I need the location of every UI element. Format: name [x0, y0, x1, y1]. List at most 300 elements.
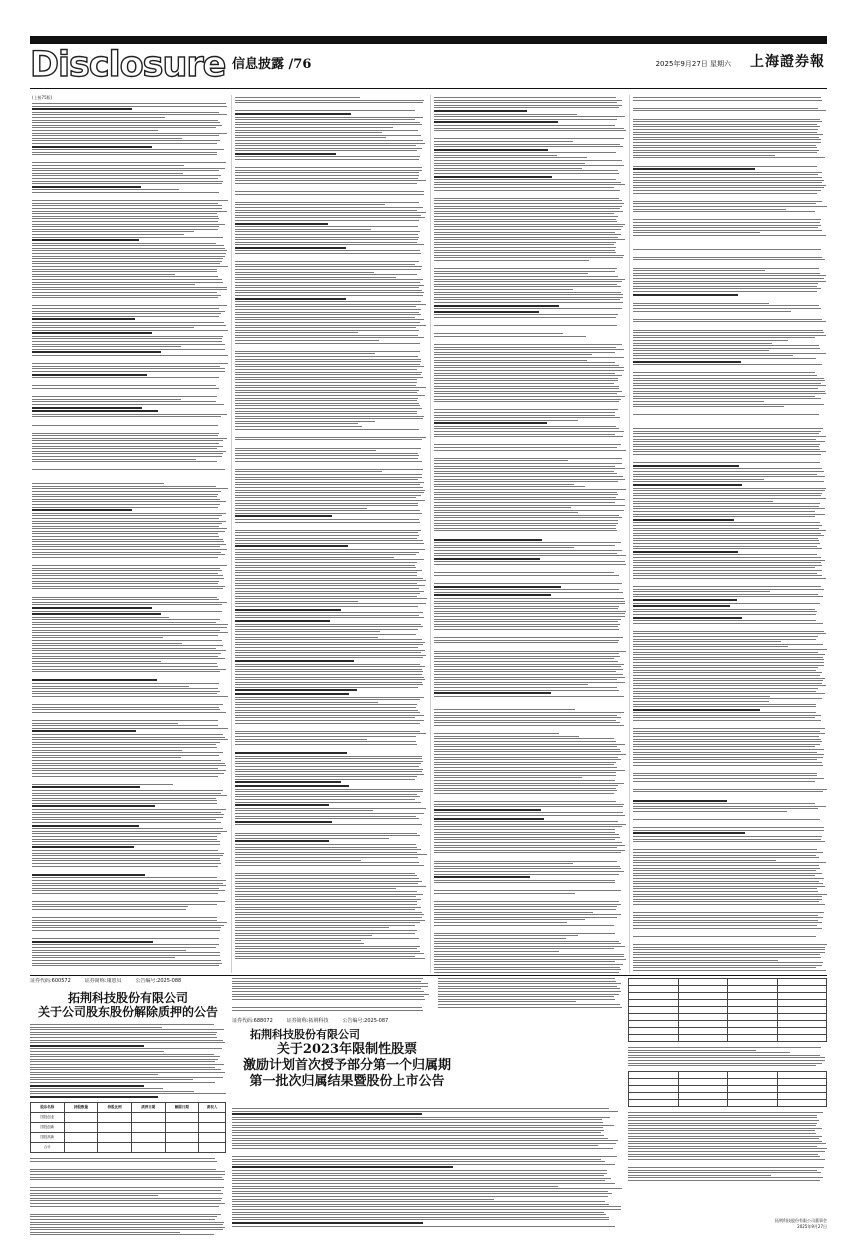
- text-line: [32, 195, 228, 199]
- text-line: [32, 138, 182, 139]
- text-line: [32, 968, 228, 972]
- text-line: [30, 1229, 223, 1230]
- text-line: [235, 431, 427, 435]
- text-line: [235, 519, 419, 520]
- text-line: [633, 813, 827, 817]
- text-line: [32, 189, 179, 190]
- text-line: [434, 141, 573, 142]
- text-line: [434, 515, 619, 516]
- text-line: [633, 580, 827, 584]
- text-line: [633, 844, 827, 848]
- table-cell: [678, 1072, 728, 1079]
- text-line: [32, 917, 217, 918]
- text-line: [633, 741, 822, 742]
- text-line: [434, 687, 617, 688]
- text-line: [30, 1024, 214, 1025]
- text-line: [434, 163, 585, 164]
- table-cell: [728, 1021, 778, 1028]
- text-line: [628, 1057, 825, 1058]
- text-line: [235, 552, 419, 553]
- text-line: [235, 292, 424, 293]
- text-block: [633, 97, 827, 973]
- text-line: [235, 398, 418, 399]
- text-line: [30, 1077, 223, 1078]
- text-line: [434, 679, 617, 680]
- text-line: [434, 386, 619, 387]
- text-column-1: [32, 95, 228, 973]
- text-line: [235, 644, 423, 645]
- text-line: [235, 769, 423, 770]
- text-line: [434, 658, 614, 659]
- text-line: [32, 728, 228, 729]
- text-line: [434, 785, 618, 786]
- text-line: [32, 453, 223, 454]
- text-line: [434, 420, 578, 421]
- text-line: [434, 273, 588, 274]
- text-line: [32, 750, 182, 751]
- text-line: [434, 839, 615, 840]
- text-line: [30, 1074, 158, 1075]
- text-line: [633, 557, 821, 558]
- text-line: [235, 901, 417, 902]
- text-line: [235, 666, 425, 667]
- text-line: [633, 457, 827, 461]
- text-line: [32, 478, 228, 482]
- text-line: [235, 256, 427, 260]
- table-cell: [728, 986, 778, 993]
- text-line: [434, 219, 616, 220]
- text-line: [633, 965, 822, 966]
- text-line: [633, 830, 824, 831]
- text-line: [633, 967, 816, 968]
- announcement-body: [232, 1108, 622, 1228]
- text-line: [633, 501, 773, 502]
- text-line: [633, 155, 775, 156]
- text-line: [628, 1123, 817, 1124]
- text-line: [633, 168, 755, 170]
- text-line: [434, 919, 585, 920]
- text-line: [235, 766, 419, 767]
- text-line: [235, 570, 422, 571]
- text-line: [32, 509, 132, 511]
- table-cell: [728, 1086, 778, 1093]
- text-line: [235, 510, 420, 511]
- text-line: [235, 596, 417, 597]
- text-line: [434, 764, 614, 765]
- text-line: [32, 416, 221, 417]
- text-line: [30, 1208, 226, 1212]
- text-line: [235, 287, 419, 288]
- text-line: [235, 818, 419, 819]
- text-line: [32, 661, 161, 662]
- text-line: [32, 933, 228, 937]
- text-line: [628, 1154, 818, 1155]
- text-line: [30, 1234, 214, 1235]
- text-line: [32, 765, 226, 766]
- text-line: [32, 341, 222, 342]
- text-line: [232, 1164, 615, 1165]
- text-line: [434, 824, 626, 825]
- text-line: [434, 608, 618, 609]
- text-line: [235, 503, 418, 504]
- text-line: [434, 399, 621, 400]
- text-line: [633, 701, 769, 702]
- text-line: [32, 686, 189, 687]
- text-line: [434, 292, 621, 293]
- text-line: [633, 337, 815, 338]
- text-line: [235, 223, 328, 225]
- table-cell: [728, 1014, 778, 1021]
- text-line: [32, 586, 225, 587]
- text-line: [633, 479, 764, 480]
- text-line: [633, 439, 816, 440]
- text-line: [628, 1065, 816, 1066]
- text-line: [232, 991, 424, 992]
- text-line: [633, 471, 824, 472]
- text-line: [235, 140, 423, 141]
- text-line: [434, 239, 625, 240]
- text-line: [232, 1170, 607, 1171]
- table-cell: [629, 1021, 679, 1028]
- text-line: [232, 1159, 601, 1160]
- signature-block: [775, 1218, 827, 1230]
- text-line: [434, 728, 626, 732]
- table-cell: [131, 1143, 165, 1153]
- text-line: [633, 596, 823, 597]
- table-cell: [629, 1014, 679, 1021]
- text-line: [434, 213, 614, 214]
- text-line: [232, 1151, 622, 1155]
- text-line: [232, 1122, 603, 1123]
- text-line: [434, 146, 623, 147]
- text-line: [633, 209, 786, 210]
- text-line: [434, 954, 624, 955]
- text-line: [633, 644, 823, 645]
- text-line: [434, 528, 616, 529]
- text-line: [32, 472, 228, 476]
- text-line: [434, 572, 614, 573]
- text-line: [235, 282, 420, 283]
- text-line: [32, 720, 218, 721]
- text-line: [628, 1133, 816, 1134]
- text-line: [32, 513, 226, 514]
- text-line: [235, 860, 361, 861]
- text-line: [32, 469, 225, 470]
- text-line: [235, 940, 361, 941]
- text-block: [438, 978, 622, 1009]
- text-line: [32, 800, 217, 801]
- text-line: [633, 187, 824, 188]
- text-line: [232, 1204, 609, 1205]
- text-line: [434, 946, 625, 947]
- text-line: [235, 319, 424, 320]
- text-line: [633, 586, 821, 587]
- table-cell: [777, 1028, 827, 1035]
- text-line: [633, 886, 825, 887]
- text-line: [434, 192, 626, 196]
- text-line: [235, 824, 422, 825]
- text-line: [235, 612, 423, 613]
- text-line: [235, 538, 417, 539]
- text-line: [32, 658, 225, 659]
- text-line: [633, 960, 778, 961]
- text-line: [32, 438, 227, 439]
- text-line: [434, 460, 568, 461]
- text-line: [32, 140, 220, 141]
- text-line: [32, 957, 175, 958]
- text-line: [32, 266, 228, 267]
- text-line: [32, 656, 218, 657]
- table-cell: [98, 1113, 132, 1123]
- text-line: [235, 838, 389, 839]
- table-cell: [629, 1000, 679, 1007]
- text-line: [434, 671, 616, 672]
- text-line: [30, 1179, 224, 1180]
- text-line: [628, 1136, 822, 1137]
- text-line: [32, 507, 218, 508]
- text-line: [633, 319, 822, 320]
- text-line: [32, 546, 220, 547]
- text-line: [232, 1173, 607, 1174]
- text-line: [32, 143, 217, 144]
- text-line: [434, 725, 624, 726]
- text-line: [633, 380, 825, 381]
- text-line: [32, 568, 220, 569]
- text-line: [434, 252, 616, 253]
- text-line: [434, 575, 619, 576]
- text-line: [32, 559, 228, 563]
- text-line: [32, 734, 223, 735]
- text-line: [434, 257, 623, 258]
- text-line: [30, 1079, 193, 1080]
- text-line: [235, 802, 421, 803]
- text-line: [30, 1187, 224, 1188]
- table-cell: [728, 1100, 778, 1107]
- text-line: [32, 504, 220, 505]
- text-line: [32, 313, 221, 314]
- text-line: [235, 723, 420, 724]
- text-line: [438, 999, 615, 1000]
- table-row: [629, 1086, 827, 1093]
- text-line: [235, 717, 415, 718]
- text-line: [32, 877, 217, 878]
- text-line: [434, 308, 622, 309]
- text-line: [633, 238, 827, 242]
- text-line: [235, 559, 424, 560]
- text-line: [30, 1088, 163, 1089]
- text-line: [32, 904, 217, 905]
- text-line: [235, 572, 417, 573]
- text-line: [235, 482, 424, 483]
- text-line: [32, 229, 218, 230]
- text-line: [633, 330, 823, 331]
- text-line: [633, 720, 821, 721]
- text-line: [235, 615, 419, 616]
- text-line: [232, 986, 428, 987]
- text-line: [633, 811, 787, 812]
- text-line: [32, 828, 223, 829]
- text-line: [633, 251, 827, 255]
- text-line: [235, 833, 417, 834]
- text-line: [434, 868, 621, 869]
- text-line: [628, 1125, 816, 1126]
- text-line: [235, 97, 360, 98]
- text-line: [235, 927, 389, 928]
- text-line: [232, 1199, 494, 1200]
- text-line: [633, 474, 817, 475]
- text-line: [32, 186, 141, 188]
- table-cell: [629, 1100, 679, 1107]
- text-line: [628, 1115, 817, 1116]
- text-line: [434, 268, 617, 269]
- text-line: [32, 630, 220, 631]
- text-line: [235, 956, 415, 957]
- text-line: [32, 218, 219, 219]
- text-line: [434, 914, 621, 915]
- text-line: [434, 391, 622, 392]
- text-line: [235, 335, 418, 336]
- table-cell: [777, 1079, 827, 1086]
- text-line: [434, 373, 615, 374]
- table-cell: [678, 1028, 728, 1035]
- text-line: [434, 770, 625, 771]
- text-line: [633, 219, 821, 220]
- text-line: [434, 847, 617, 848]
- text-line: [32, 253, 226, 254]
- text-line: [434, 499, 625, 500]
- text-line: [434, 401, 619, 402]
- text-line: [32, 581, 219, 582]
- company-name: 拓荆科技股份有限公司: [250, 1028, 360, 1041]
- text-line: [32, 833, 221, 834]
- text-line: [232, 988, 421, 989]
- text-line: [434, 821, 618, 822]
- text-line: [633, 358, 816, 359]
- text-line: [235, 862, 419, 863]
- text-line: [633, 791, 823, 792]
- text-line: [434, 426, 616, 427]
- text-line: [32, 346, 181, 347]
- text-line: [235, 865, 424, 866]
- text-line: [633, 235, 826, 236]
- text-line: [434, 211, 623, 212]
- text-line: [32, 192, 219, 193]
- text-line: [32, 213, 217, 214]
- text-line: [32, 533, 218, 534]
- text-line: [628, 1130, 815, 1131]
- text-line: [32, 351, 161, 353]
- text-line: [235, 925, 415, 926]
- text-line: [633, 417, 827, 421]
- text-line: [235, 100, 424, 101]
- text-line: [434, 155, 557, 156]
- text-line: [235, 785, 349, 787]
- text-line: [235, 904, 417, 905]
- text-line: [30, 1040, 223, 1041]
- text-line: [235, 159, 419, 160]
- text-line: [434, 260, 589, 261]
- text-column-3: [434, 95, 626, 973]
- text-line: [434, 583, 622, 584]
- text-line: [434, 684, 588, 685]
- text-line: [32, 850, 218, 851]
- text-line: [235, 878, 419, 879]
- text-line: [434, 712, 624, 713]
- text-line: [235, 212, 426, 213]
- text-line: [235, 429, 419, 430]
- text-line: [434, 436, 623, 437]
- text-line: [32, 742, 220, 743]
- text-line: [235, 458, 418, 459]
- text-line: [633, 303, 769, 304]
- text-line: [32, 853, 224, 854]
- text-line: [235, 423, 358, 424]
- text-line: [32, 146, 152, 148]
- text-line: [235, 369, 417, 370]
- table-cell: [777, 993, 827, 1000]
- text-line: [32, 396, 217, 397]
- text-line: [30, 1169, 216, 1170]
- text-line: [235, 699, 420, 700]
- text-line: [633, 257, 822, 258]
- text-line: [633, 414, 819, 415]
- text-line: [633, 617, 742, 619]
- text-line: [633, 970, 826, 971]
- text-line: [32, 539, 223, 540]
- text-line: [633, 462, 820, 463]
- text-line: [32, 888, 219, 889]
- text-line: [235, 156, 420, 157]
- text-line: [235, 317, 415, 318]
- announcement-title: 关于公司股东股份解除质押的公告: [37, 1005, 218, 1019]
- text-line: [32, 599, 219, 600]
- text-line: [232, 1156, 617, 1157]
- text-line: [434, 637, 623, 638]
- text-line: [434, 852, 621, 853]
- text-line: [434, 653, 619, 654]
- text-line: [235, 250, 420, 251]
- text-line: [633, 396, 815, 397]
- stock-codes: [232, 1018, 622, 1025]
- text-line: [232, 1191, 608, 1192]
- text-line: [434, 938, 566, 939]
- text-line: [32, 831, 227, 832]
- text-line: [32, 922, 227, 923]
- text-line: [633, 731, 820, 732]
- text-line: [235, 340, 379, 341]
- text-line: [235, 351, 420, 352]
- text-line: [633, 852, 823, 853]
- text-line: [232, 1108, 609, 1109]
- text-line: [633, 728, 825, 729]
- text-line: [235, 220, 419, 221]
- text-line: [32, 282, 223, 283]
- text-line: [235, 469, 423, 470]
- text-line: [235, 309, 421, 310]
- text-line: [32, 289, 227, 290]
- text-line: [434, 525, 616, 526]
- text-line: [434, 533, 626, 537]
- text-line: [32, 839, 217, 840]
- text-line: [628, 1177, 823, 1178]
- text-line: [628, 1112, 823, 1113]
- text-line: [235, 327, 416, 328]
- text-line: [633, 530, 826, 531]
- text-line: [32, 391, 228, 395]
- text-line: [32, 963, 222, 964]
- text-line: [32, 573, 218, 574]
- text-line: [235, 194, 424, 195]
